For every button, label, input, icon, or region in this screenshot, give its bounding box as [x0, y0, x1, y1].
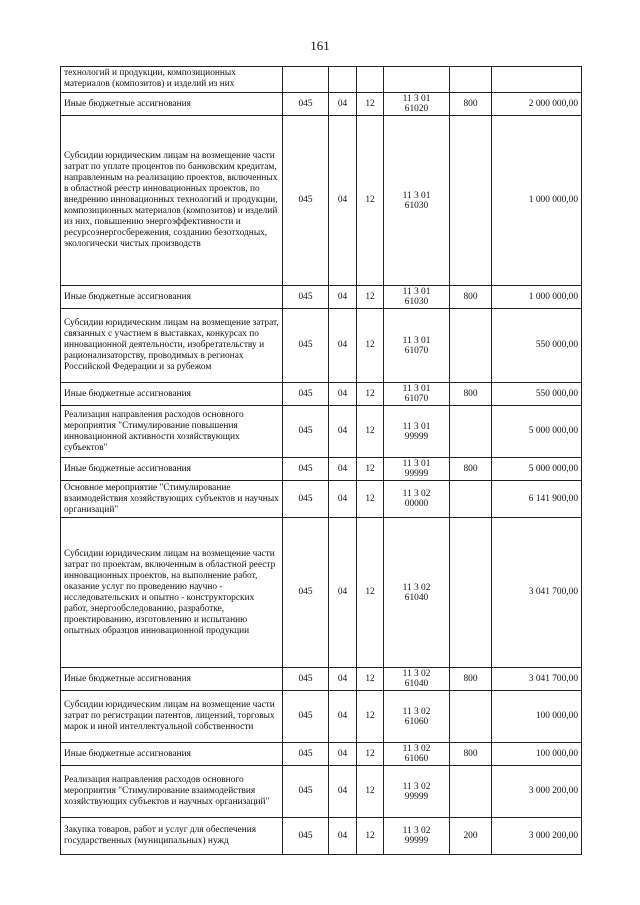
- row-amount: [492, 67, 582, 93]
- table-row: [61, 116, 582, 286]
- row-name: технологий и продукции, композиционных материалов (композитов) и изделий из них: [61, 67, 283, 93]
- row-subsection-code: 12: [357, 93, 384, 116]
- target-code-line-1: 11 3 01: [402, 335, 431, 346]
- row-subsection-code: [357, 67, 384, 93]
- target-code-line-1: 11 3 02: [402, 669, 431, 679]
- table-row: [61, 668, 582, 691]
- row-expense-type-code: [450, 518, 492, 668]
- row-expense-type-code: [450, 481, 492, 518]
- table-row: [61, 406, 582, 458]
- target-code-line-1: 11 3 02: [402, 744, 431, 754]
- row-subsection-code: 12: [357, 116, 384, 286]
- row-amount: 3 041 700,00: [492, 518, 582, 668]
- row-section-code: 04: [329, 286, 357, 309]
- row-target-code: [384, 818, 450, 855]
- row-target-code: [384, 406, 450, 458]
- page-number: 161: [310, 38, 330, 53]
- row-target-code: [384, 743, 450, 766]
- row-amount: 6 141 900,00: [492, 481, 582, 518]
- table-row: [61, 481, 582, 518]
- target-code-line-2: 61030: [404, 200, 429, 211]
- table-row: [61, 67, 582, 93]
- row-subsection-code: 12: [357, 691, 384, 743]
- row-subsection-code: 12: [357, 309, 384, 383]
- row-subsection-code: 12: [357, 406, 384, 458]
- target-code-line-1: 11 3 01: [402, 287, 431, 297]
- row-ministry-code: 045: [283, 818, 329, 855]
- row-target-code: [384, 518, 450, 668]
- row-ministry-code: 045: [283, 406, 329, 458]
- row-ministry-code: 045: [283, 383, 329, 406]
- row-target-code: [384, 691, 450, 743]
- row-subsection-code: 12: [357, 286, 384, 309]
- row-target-code: [384, 383, 450, 406]
- target-code-line-2: 61070: [404, 394, 429, 404]
- row-name: Иные бюджетные ассигнования: [61, 743, 283, 766]
- table-row: [61, 309, 582, 383]
- row-ministry-code: 045: [283, 668, 329, 691]
- row-section-code: 04: [329, 481, 357, 518]
- target-code-line-1: 11 3 02: [402, 582, 431, 593]
- table-row: [61, 518, 582, 668]
- row-section-code: 04: [329, 518, 357, 668]
- row-section-code: 04: [329, 818, 357, 855]
- row-expense-type-code: [450, 67, 492, 93]
- row-section-code: 04: [329, 743, 357, 766]
- row-expense-type-code: 800: [450, 458, 492, 481]
- target-code-line-1: 11 3 01: [402, 384, 431, 394]
- row-amount: 5 000 000,00: [492, 406, 582, 458]
- row-ministry-code: 045: [283, 116, 329, 286]
- row-target-code: [384, 67, 450, 93]
- row-amount: 2 000 000,00: [492, 93, 582, 116]
- row-amount: 100 000,00: [492, 743, 582, 766]
- row-subsection-code: 12: [357, 818, 384, 855]
- row-expense-type-code: 800: [450, 286, 492, 309]
- budget-table: [60, 66, 582, 855]
- row-expense-type-code: [450, 309, 492, 383]
- row-amount: 3 041 700,00: [492, 668, 582, 691]
- row-name: Реализация направления расходов основного мероприятия "Стимулирование повышения инновационной активности хозяйствующих субъектов": [61, 406, 283, 458]
- row-expense-type-code: [450, 406, 492, 458]
- row-name: Основное мероприятие "Стимулирование взаимодействия хозяйствующих субъектов и научных организаций": [61, 481, 283, 518]
- target-code-line-1: 11 3 01: [402, 421, 431, 432]
- row-ministry-code: 045: [283, 518, 329, 668]
- row-expense-type-code: [450, 116, 492, 286]
- table-row: [61, 458, 582, 481]
- row-section-code: 04: [329, 309, 357, 383]
- row-ministry-code: 045: [283, 458, 329, 481]
- target-code-line-1: 11 3 01: [402, 459, 431, 469]
- row-name: Субсидии юридическим лицам на возмещение части затрат по уплате процентов по банковским кредитам, направленным на реализацию проектов, включенных в областной реестр инновационных проектов, по внедрению инновационных технологий и продукции, композиционных материалов (композитов) и изделий из них, повышению энергоэффективности и ресурсоэнергосбережения, созданию безотходных, экологически чистых производств: [61, 116, 283, 286]
- row-ministry-code: 045: [283, 481, 329, 518]
- row-target-code: [384, 766, 450, 818]
- row-section-code: 04: [329, 406, 357, 458]
- target-code-line-2: 61060: [404, 754, 429, 764]
- row-subsection-code: 12: [357, 518, 384, 668]
- row-ministry-code: 045: [283, 309, 329, 383]
- row-amount: 100 000,00: [492, 691, 582, 743]
- row-section-code: 04: [329, 93, 357, 116]
- row-amount: 550 000,00: [492, 383, 582, 406]
- row-ministry-code: 045: [283, 691, 329, 743]
- row-name: Иные бюджетные ассигнования: [61, 286, 283, 309]
- target-code-line-1: 11 3 01: [402, 94, 431, 104]
- row-target-code: [384, 668, 450, 691]
- row-expense-type-code: 800: [450, 383, 492, 406]
- row-name: Субсидии юридическим лицам на возмещение затрат, связанных с участием в выставках, конкурсах по инновационной деятельности, изобретательству и рационализаторству, проводимых в регионах Российской Федерации и за рубежом: [61, 309, 283, 383]
- row-ministry-code: 045: [283, 766, 329, 818]
- row-section-code: 04: [329, 668, 357, 691]
- table-row: [61, 691, 582, 743]
- row-target-code: [384, 116, 450, 286]
- table-row: [61, 383, 582, 406]
- row-ministry-code: 045: [283, 743, 329, 766]
- row-subsection-code: 12: [357, 766, 384, 818]
- target-code-line-2: 61060: [404, 716, 429, 727]
- row-name: Закупка товаров, работ и услуг для обеспечения государственных (муниципальных) нужд: [61, 818, 283, 855]
- row-section-code: [329, 67, 357, 93]
- row-subsection-code: 12: [357, 743, 384, 766]
- row-target-code: [384, 286, 450, 309]
- row-target-code: [384, 458, 450, 481]
- row-subsection-code: 12: [357, 458, 384, 481]
- row-name: Иные бюджетные ассигнования: [61, 383, 283, 406]
- row-name: Иные бюджетные ассигнования: [61, 458, 283, 481]
- row-name: Субсидии юридическим лицам на возмещение части затрат по регистрации патентов, лицензий, торговых марок и иной интеллектуальной собственности: [61, 691, 283, 743]
- row-section-code: 04: [329, 691, 357, 743]
- target-code-line-2: 99999: [404, 836, 429, 846]
- row-expense-type-code: 800: [450, 668, 492, 691]
- row-expense-type-code: 800: [450, 93, 492, 116]
- row-subsection-code: 12: [357, 383, 384, 406]
- row-expense-type-code: [450, 766, 492, 818]
- row-amount: 3 000 200,00: [492, 766, 582, 818]
- row-target-code: [384, 93, 450, 116]
- row-ministry-code: 045: [283, 286, 329, 309]
- row-section-code: 04: [329, 458, 357, 481]
- target-code-line-1: 11 3 01: [402, 190, 431, 201]
- target-code-line-2: 61070: [404, 345, 429, 356]
- row-amount: 3 000 200,00: [492, 818, 582, 855]
- row-amount: 550 000,00: [492, 309, 582, 383]
- row-subsection-code: 12: [357, 668, 384, 691]
- target-code-line-2: 61030: [404, 297, 429, 307]
- row-section-code: 04: [329, 766, 357, 818]
- table-row: [61, 743, 582, 766]
- row-expense-type-code: 800: [450, 743, 492, 766]
- target-code-line-1: 11 3 02: [402, 781, 431, 792]
- target-code-line-1: 11 3 02: [402, 826, 431, 836]
- target-code-line-2: 61040: [404, 679, 429, 689]
- target-code-line-2: 99999: [404, 431, 429, 442]
- table-row: [61, 93, 582, 116]
- row-target-code: [384, 309, 450, 383]
- row-amount: 5 000 000,00: [492, 458, 582, 481]
- row-name: Субсидии юридическим лицам на возмещение части затрат по проектам, включенным в областной реестр инновационных проектов, на выполнение работ, оказание услуг по проведению научно - исследовательских и опытно - конструкторских работ, энергообследованию, разработке, проектированию, изготовлению и испытанию опытных образцов инновационной продукции: [61, 518, 283, 668]
- row-ministry-code: [283, 67, 329, 93]
- target-code-line-2: 61020: [404, 104, 429, 114]
- row-expense-type-code: [450, 691, 492, 743]
- row-section-code: 04: [329, 383, 357, 406]
- target-code-line-2: 99999: [404, 791, 429, 802]
- row-section-code: 04: [329, 116, 357, 286]
- table-row: [61, 818, 582, 855]
- row-ministry-code: 045: [283, 93, 329, 116]
- target-code-line-2: 00000: [404, 499, 429, 509]
- row-name: Реализация направления расходов основного мероприятия "Стимулирование взаимодействия хозяйствующих субъектов и научных организаций": [61, 766, 283, 818]
- target-code-line-1: 11 3 02: [402, 489, 431, 499]
- row-name: Иные бюджетные ассигнования: [61, 668, 283, 691]
- row-amount: 1 000 000,00: [492, 116, 582, 286]
- table-row: [61, 766, 582, 818]
- target-code-line-1: 11 3 02: [402, 706, 431, 717]
- target-code-line-2: 61040: [404, 592, 429, 603]
- row-subsection-code: 12: [357, 481, 384, 518]
- row-target-code: [384, 481, 450, 518]
- row-name: Иные бюджетные ассигнования: [61, 93, 283, 116]
- row-amount: 1 000 000,00: [492, 286, 582, 309]
- target-code-line-2: 99999: [404, 469, 429, 479]
- table-row: [61, 286, 582, 309]
- row-expense-type-code: 200: [450, 818, 492, 855]
